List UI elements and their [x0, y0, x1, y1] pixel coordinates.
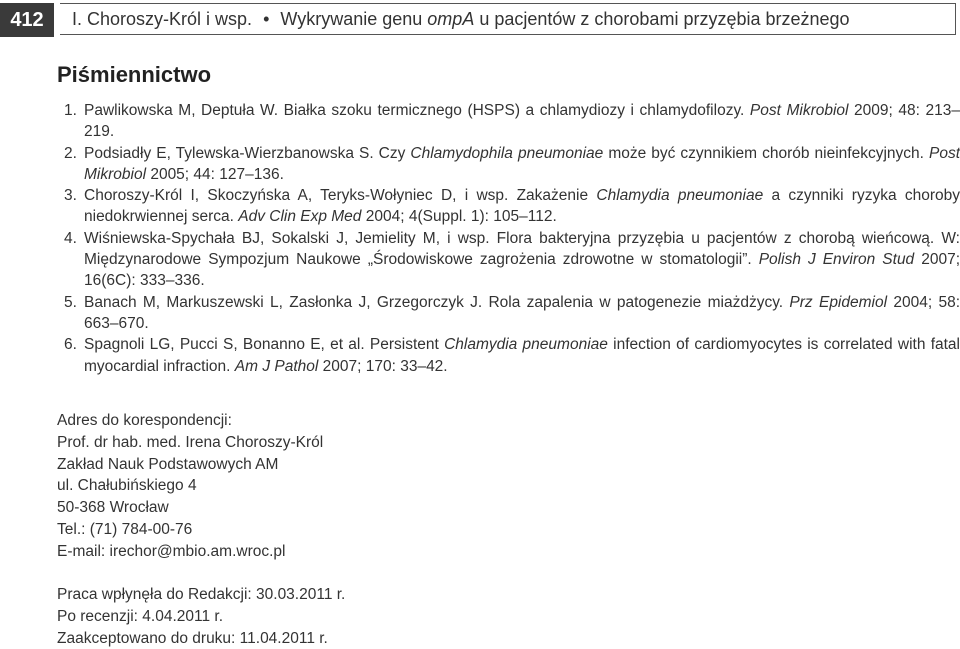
- reference-segment: 2007; 170: 33–42.: [318, 357, 448, 375]
- address-line: 50-368 Wrocław: [57, 499, 169, 517]
- page-number: 412: [0, 3, 54, 37]
- reference-number: 6.: [64, 336, 77, 354]
- reference-italic: Prz Epidemiol: [789, 293, 888, 311]
- reference-italic: Post Mikrobiol: [749, 102, 849, 119]
- reference-item: [64, 228, 960, 292]
- reference-segment: Wiśniewska-Spychała BJ, Sokalski J, Jemielity M, i wsp. Flora bakteryjna przyzębia u pacjentów z chorobą wieńcową. W: Międzynarodowe Sympozjum Naukowe „Środowiskowe zagrożenia zdrowotne w stomatologii”.: [84, 229, 960, 269]
- reference-item: [64, 100, 960, 143]
- reference-italic: Chlamydia pneumoniae: [444, 336, 608, 354]
- reference-italic: Chlamydophila pneumoniae: [410, 144, 604, 162]
- reference-text: [84, 185, 960, 228]
- reference-text: [84, 100, 960, 143]
- reference-segment: Pawlikowska M, Deptuła W. Białka szoku termicznego (HSPS) a chlamydiozy i chlamydofilozy.: [84, 102, 750, 119]
- header-bullet: •: [263, 9, 270, 29]
- submission-dates: [57, 584, 345, 649]
- reference-italic: Polish J Environ Stud: [758, 251, 915, 269]
- reference-item: [64, 292, 960, 335]
- header-title-gene: ompA: [427, 9, 475, 29]
- reference-segment: Choroszy-Król I, Skoczyńska A, Teryks-Wołyniec D, i wsp. Zakażenie: [84, 187, 597, 205]
- reference-text: [84, 228, 960, 292]
- reference-item: [64, 143, 960, 186]
- reference-number: 1.: [64, 102, 77, 119]
- header-authors: I. Choroszy-Król i wsp.: [72, 9, 253, 29]
- reference-item: [64, 185, 960, 228]
- reference-segment: może być czynnikiem chorób nieinfekcyjnych.: [603, 144, 929, 162]
- date-line: Zaakceptowano do druku: 11.04.2011 r.: [57, 629, 328, 647]
- reference-italic: Post Mikrobiol: [84, 144, 960, 183]
- address-line: Prof. dr hab. med. Irena Choroszy-Król: [57, 433, 324, 451]
- date-line: Po recenzji: 4.04.2011 r.: [57, 607, 224, 625]
- running-header: [0, 0, 960, 40]
- address-line: Tel.: (71) 784-00-76: [57, 520, 193, 538]
- reference-italic: Chlamydia pneumoniae: [596, 187, 764, 205]
- reference-segment: infection of cardiomyocytes is correlated with fatal myocardial infraction.: [84, 336, 960, 375]
- reference-italic: Adv Clin Exp Med: [238, 208, 362, 226]
- reference-text: [84, 334, 960, 377]
- reference-segment: Banach M, Markuszewski L, Zasłonka J, Grzegorczyk J. Rola zapalenia w patogenezie miażdżycy.: [84, 293, 790, 311]
- reference-number: 3.: [64, 187, 77, 205]
- reference-segment: 2004; 58: 663–670.: [84, 293, 960, 332]
- reference-segment: 2007; 16(6C): 333–336.: [84, 251, 960, 290]
- address-line: Zakład Nauk Podstawowych AM: [57, 455, 279, 473]
- reference-list: [64, 100, 960, 377]
- reference-italic: Am J Pathol: [234, 357, 319, 375]
- section-title: Piśmiennictwo: [57, 62, 212, 87]
- date-line: Praca wpłynęła do Redakcji: 30.03.2011 r.: [57, 586, 346, 603]
- reference-segment: a czynniki ryzyka choroby niedokrwiennej serca.: [84, 187, 960, 226]
- reference-text: [84, 292, 960, 335]
- reference-item: [64, 334, 960, 377]
- reference-number: 5.: [64, 293, 77, 311]
- header-title-before: Wykrywanie genu: [280, 9, 428, 29]
- reference-segment: 2005; 44: 127–136.: [146, 165, 284, 183]
- running-header-text: [72, 9, 850, 30]
- reference-number: 2.: [64, 144, 77, 162]
- address-line: E-mail: irechor@mbio.am.wroc.pl: [57, 542, 286, 560]
- reference-segment: Podsiadły E, Tylewska-Wierzbanowska S. Czy: [84, 144, 411, 162]
- reference-number: 4.: [64, 229, 77, 247]
- reference-segment: Spagnoli LG, Pucci S, Bonanno E, et al. Persistent: [84, 336, 445, 354]
- address-line: ul. Chałubińskiego 4: [57, 477, 197, 495]
- address-line: Adres do korespondencji:: [57, 412, 232, 429]
- reference-text: [84, 143, 960, 186]
- reference-segment: 2009; 48: 213–219.: [84, 102, 960, 141]
- reference-segment: 2004; 4(Suppl. 1): 105–112.: [361, 208, 557, 226]
- correspondence-address: [57, 410, 323, 563]
- header-title-after: u pacjentów z chorobami przyzębia brzeżnego: [474, 9, 850, 29]
